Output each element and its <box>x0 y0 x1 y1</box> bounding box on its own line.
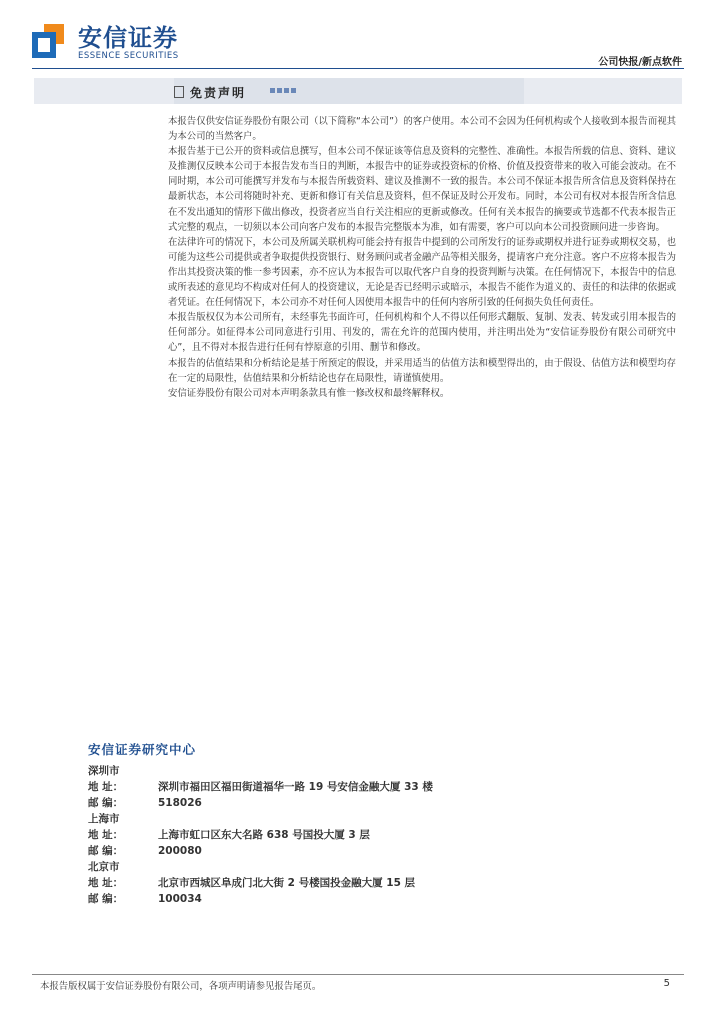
disclaimer-paragraph: 安信证券股份有限公司对本声明条款具有惟一修改权和最终解释权。 <box>168 387 450 399</box>
office-address: 上海市虹口区东大名路 638 号国投大厦 3 层 <box>158 829 370 841</box>
logo-text <box>78 25 179 62</box>
page-number: 5 <box>663 978 670 989</box>
office-postcode: 518026 <box>158 797 202 809</box>
company-name-cn: 安信证券 <box>78 23 178 52</box>
section-title: 免责声明 <box>190 86 247 100</box>
postcode-label: 邮 编： <box>88 845 124 857</box>
office-postcode: 200080 <box>158 845 202 857</box>
contact-block <box>88 740 648 907</box>
disclaimer-paragraph: 本报告的估值结果和分析结论是基于所预定的假设，并采用适当的估值方法和模型得出的，由于假设、估值方法和模型均存在一定的局限性，估值结果和分析结论也存在局限性，请谨慎使用。 <box>168 357 676 384</box>
header-divider <box>32 68 684 69</box>
office-postcode: 100034 <box>158 893 202 905</box>
logo-icon <box>32 24 68 62</box>
disclaimer-paragraph: 本报告版权仅为本公司所有，未经事先书面许可，任何机构和个人不得以任何形式翻版、复制、发表、转发或引用本报告的任何部分。如征得本公司同意进行引用、刊发的，需在允许的范围内使用，并注明出处为“安信证券股份有限公司研究中心”，且不得对本报告进行任何有悖原意的引用、删节和修改。 <box>168 312 676 354</box>
office-city: 深圳市 <box>88 765 120 777</box>
footer-divider <box>32 974 684 975</box>
office-city: 上海市 <box>88 813 120 825</box>
office-postcode-row <box>88 795 648 811</box>
company-logo <box>32 24 179 62</box>
section-decoration <box>270 88 296 93</box>
disclaimer-paragraph: 本报告仅供安信证券股份有限公司（以下简称“本公司”）的客户使用。本公司不会因为任何机构或个人接收到本报告而视其为本公司的当然客户。 <box>168 116 676 143</box>
document-icon <box>174 86 184 98</box>
office-address-row <box>88 827 648 843</box>
section-header-bar <box>34 78 682 104</box>
office-address: 北京市西城区阜成门北大街 2 号楼国投金融大厦 15 层 <box>158 877 416 889</box>
office-postcode-row <box>88 891 648 907</box>
address-label: 地 址： <box>88 781 124 793</box>
disclaimer-paragraph: 本报告基于已公开的资料或信息撰写，但本公司不保证该等信息及资料的完整性、准确性。本报告所载的信息、资料、建议及推测仅反映本公司于本报告发布当日的判断，本报告中的证券或投资标的价格、价值及投资带来的收入可能会波动。在不同时期，本公司可能撰写并发布与本报告所载资料、建议及推测不一致的报告。本公司不保证本报告所含信息及资料保持在最新状态，本公司将随时补充、更新和修订有关信息及资料，但不保证及时公开发布。同时，本公司有权对本报告所含信息在不发出通知的情形下做出修改，投资者应当自行关注相应的更新或修改。任何有关本报告的摘要或节选都不代表本报告正式完整的观点，一切须以本公司向客户发布的本报告完整版本为准，如有需要，客户可以向本公司投资顾问进一步咨询。 <box>168 146 676 233</box>
address-label: 地 址： <box>88 829 124 841</box>
research-center-title: 安信证券研究中心 <box>88 742 197 757</box>
address-label: 地 址： <box>88 877 124 889</box>
company-name-en: ESSENCE SECURITIES <box>78 50 179 61</box>
postcode-label: 邮 编： <box>88 797 124 809</box>
office-address-row <box>88 779 648 795</box>
office-city: 北京市 <box>88 861 120 873</box>
office-address: 深圳市福田区福田街道福华一路 19 号安信金融大厦 33 楼 <box>158 781 433 793</box>
report-type: 公司快报/新点软件 <box>598 57 682 68</box>
office-postcode-row <box>88 843 648 859</box>
footer-copyright: 本报告版权属于安信证券股份有限公司，各项声明请参见报告尾页。 <box>40 981 322 992</box>
postcode-label: 邮 编： <box>88 893 124 905</box>
disclaimer-body <box>168 114 676 401</box>
disclaimer-paragraph: 在法律许可的情况下，本公司及所属关联机构可能会持有报告中提到的公司所发行的证券或期权并进行证券或期权交易，也可能为这些公司提供或者争取提供投资银行、财务顾问或者金融产品等相关服务，提请客户充分注意。客户不应将本报告为作出其投资决策的惟一参考因素，亦不应认为本报告可以取代客户自身的投资判断与决策。在任何情况下，本报告中的信息或所表述的意见均不构成对任何人的投资建议，无论是否已经明示或暗示，本报告不能作为道义的、责任的和法律的依据或者凭证。在任何情况下，本公司亦不对任何人因使用本报告中的任何内容所引致的任何损失负任何责任。 <box>168 236 676 309</box>
office-address-row <box>88 875 648 891</box>
